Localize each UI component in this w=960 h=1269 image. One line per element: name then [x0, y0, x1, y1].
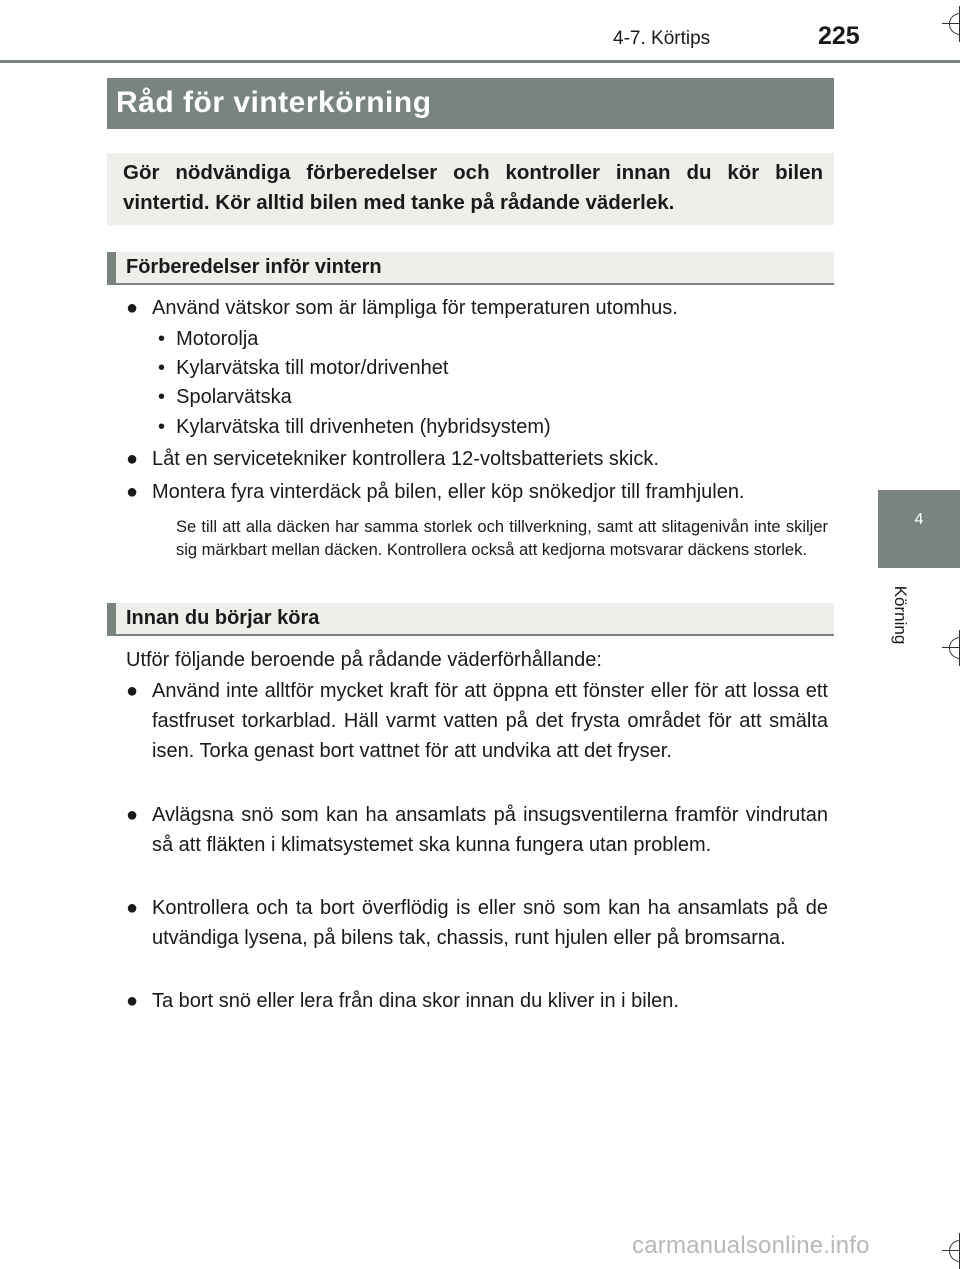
list-item — [126, 800, 828, 860]
list-item-text: Kontrollera och ta bort överflödig is eller snö som kan ha ansamlats på de utvändiga lysena, på bilens tak, chassis, runt hjulen eller på bromsarna. — [152, 897, 828, 949]
section-header-preparations — [107, 252, 834, 285]
bullet-icon: ● — [126, 448, 139, 470]
sub-list-item-text: Kylarvätska till motor/drivenhet — [176, 357, 449, 379]
bullet-icon: ● — [126, 680, 139, 702]
list-item — [126, 444, 828, 474]
chapter-label: Körning — [891, 585, 910, 645]
list-item-text: Låt en servicetekniker kontrollera 12-voltsbatteriets skick. — [152, 448, 659, 470]
intro-text: Gör nödvändiga förberedelser och kontroller innan du kör bilen vintertid. Kör alltid bilen med tanke på rådande väderlek. — [123, 161, 823, 214]
section-header-before-driving — [107, 603, 834, 636]
sub-list-item — [158, 412, 551, 442]
bullet-icon: ● — [126, 990, 139, 1012]
registration-mark-icon — [942, 630, 960, 666]
list-item — [126, 893, 828, 953]
sub-bullet-icon: • — [158, 386, 166, 408]
bullet-icon: ● — [126, 897, 139, 919]
page-title: Råd för vinterkörning — [116, 86, 432, 119]
sub-list-item — [158, 353, 448, 383]
sub-bullet-icon: • — [158, 416, 166, 438]
sub-bullet-icon: • — [158, 328, 166, 350]
chapter-tab[interactable]: 4 — [878, 490, 960, 568]
list-item — [126, 676, 828, 766]
sub-list-item — [158, 324, 258, 354]
section-intro: Utför följande beroende på rådande väderförhållande: — [126, 649, 602, 671]
page-title-banner — [107, 78, 834, 129]
note-text: Se till att alla däcken har samma storlek och tillverkning, samt att slitagenivån inte skiljer sig märkbart mellan däcken. Kontrollera också att kedjorna motsvarar däckens storlek. — [176, 518, 828, 559]
section-header-bar — [107, 603, 116, 634]
list-item-text: Montera fyra vinterdäck på bilen, eller köp snökedjor till framhjulen. — [152, 481, 745, 503]
bullet-icon: ● — [126, 297, 139, 319]
section-reference: 4-7. Körtips — [613, 28, 711, 49]
list-item-text: Ta bort snö eller lera från dina skor innan du kliver in i bilen. — [152, 990, 679, 1012]
header-divider — [0, 60, 960, 63]
registration-mark-icon — [942, 6, 960, 42]
page-number: 225 — [818, 22, 860, 50]
sub-list-item-text: Spolarvätska — [176, 386, 292, 408]
list-item — [126, 477, 828, 507]
list-item — [126, 986, 828, 1016]
list-item-text: Avlägsna snö som kan ha ansamlats på insugsventilerna framför vindrutan så att fläkten i klimatsystemet ska kunna fungera utan problem. — [152, 804, 828, 856]
list-item-text: Använd vätskor som är lämpliga för temperaturen utomhus. — [152, 297, 678, 319]
section-header-bar — [107, 252, 116, 283]
watermark: carmanualsonline.info — [632, 1232, 870, 1259]
registration-mark-icon — [942, 1233, 960, 1269]
list-item — [126, 293, 828, 323]
intro-box — [107, 153, 834, 225]
sub-list-item — [158, 382, 292, 412]
bullet-icon: ● — [126, 804, 139, 826]
section-heading: Förberedelser inför vintern — [126, 256, 382, 278]
bullet-icon: ● — [126, 481, 139, 503]
sub-bullet-icon: • — [158, 357, 166, 379]
sub-list-item-text: Motorolja — [176, 328, 259, 350]
list-item-text: Använd inte alltför mycket kraft för att öppna ett fönster eller för att lossa ett fastfruset torkarblad. Häll varmt vatten på det frysta området för att smälta isen. Torka genast bort vattnet för att undvika att det fryser. — [152, 680, 828, 762]
sub-list-item-text: Kylarvätska till drivenheten (hybridsystem) — [176, 416, 551, 438]
section-heading: Innan du börjar köra — [126, 607, 320, 629]
